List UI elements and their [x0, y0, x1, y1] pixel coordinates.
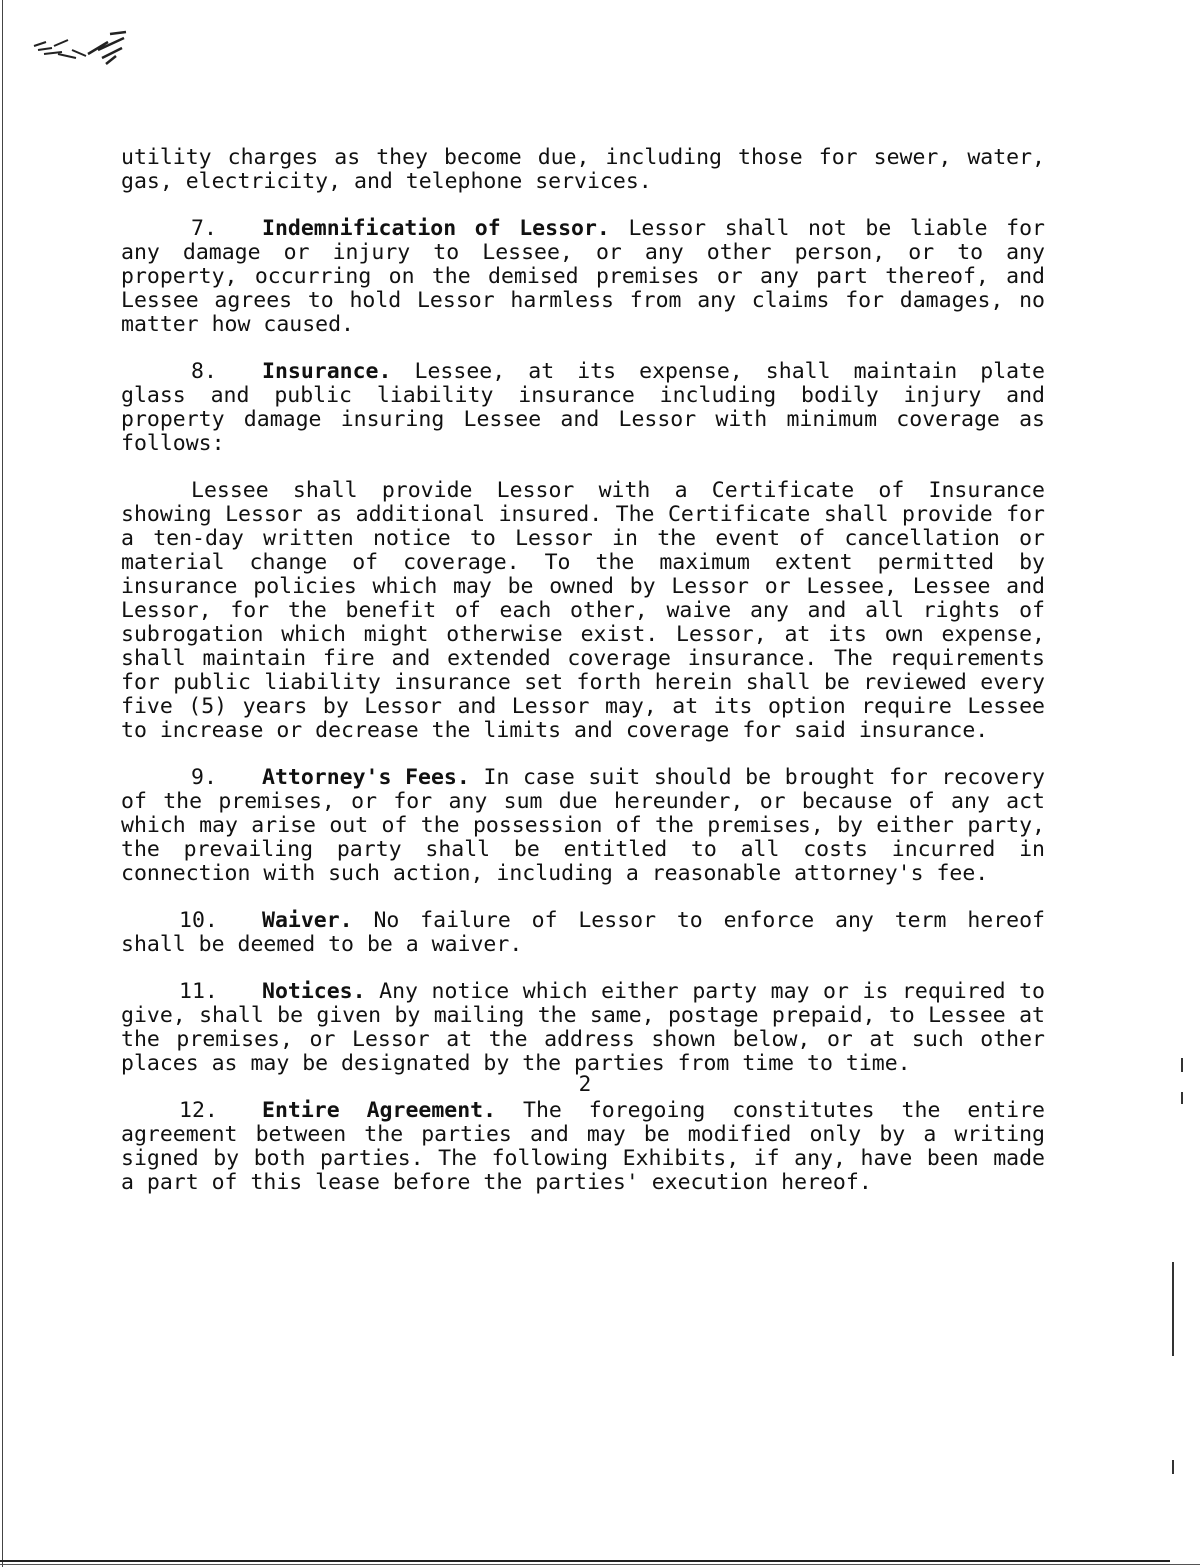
- section-7: [121, 217, 1045, 337]
- section-9: [121, 766, 1045, 886]
- paragraph-continuation: [121, 146, 1045, 194]
- section-text: The foregoing constitutes the entire agreement between the parties and may be modified only by a writing signed by both parties. The following Exhibits, if any, have been made a part of this lease before the parties' execution hereof.: [121, 1098, 1045, 1195]
- paragraph-text: utility charges as they become due, including those for sewer, water, gas, electricity, and telephone services.: [121, 145, 1045, 194]
- section-text: In case suit should be brought for recovery of the premises, or for any sum due hereunder, or because of any act which may arise out of the possession of the premises, by either party, the prevailing party shall be entitled to all costs incurred in connection with such action, including a reasonable attorney's fee.: [121, 765, 1045, 886]
- section-heading: Indemnification of Lessor.: [262, 216, 610, 241]
- section-heading: Entire Agreement.: [262, 1098, 497, 1123]
- margin-mark: [1172, 1460, 1174, 1474]
- section-text: Lessee, at its expense, shall maintain plate glass and public liability insurance including bodily injury and property damage insuring Lessee and Lessor with minimum coverage as follows:: [121, 359, 1045, 456]
- section-text: Any notice which either party may or is required to give, shall be given by mailing the same, postage prepaid, to Lessee at the premises, or Lessor at the address shown below, or at such other places as may be designated by the parties from time to time.: [121, 979, 1045, 1076]
- section-heading: Waiver.: [262, 908, 353, 933]
- page-number: 2: [578, 1072, 592, 1096]
- section-11: [121, 980, 1045, 1076]
- scan-edge-left: [2, 0, 3, 1567]
- section-8: [121, 360, 1045, 456]
- scan-artifact-mark: [28, 28, 138, 68]
- subparagraph-text: Lessee shall provide Lessor with a Certificate of Insurance showing Lessor as additional insured. The Certificate shall provide for a ten-day written notice to Lessor in the event of cancellation or material change of coverage. To the maximum extent permitted by insurance policies which may be owned by Lessor or Lessee, Lessee and Lessor, for the benefit of each other, waive any and all rights of subrogation which might otherwise exist. Lessor, at its own expense, shall maintain fire and extended coverage insurance. The requirements for public liability insurance set forth herein shall be reviewed every five (5) years by Lessor and Lessor may, at its option require Lessee to increase or decrease the limits and coverage for said insurance.: [121, 478, 1045, 743]
- section-number: 11.: [179, 979, 218, 1004]
- section-number: 12.: [179, 1098, 218, 1123]
- margin-mark: [1181, 1092, 1183, 1104]
- section-number: 8.: [191, 359, 217, 384]
- section-heading: Attorney's Fees.: [262, 765, 470, 790]
- section-heading: Notices.: [262, 979, 366, 1004]
- section-number: 9.: [191, 765, 217, 790]
- section-number: 7.: [191, 216, 217, 241]
- document-body: [121, 146, 1045, 1218]
- margin-mark: [1172, 1262, 1174, 1356]
- section-10: [121, 909, 1045, 957]
- section-text: No failure of Lessor to enforce any term hereof shall be deemed to be a waiver.: [121, 908, 1045, 957]
- section-heading: Insurance.: [262, 359, 392, 384]
- section-text: Lessor shall not be liable for any damage or injury to Lessee, or any other person, or to any property, occurring on the demised premises or any part thereof, and Lessee agrees to hold Lessor harmless from any claims for damages, no matter how caused.: [121, 216, 1045, 337]
- section-8-subparagraph: [121, 479, 1045, 743]
- scan-edge-bottom-line: [0, 1564, 1200, 1565]
- margin-mark: [1181, 1058, 1183, 1072]
- scan-edge-bottom: [0, 1560, 1170, 1562]
- section-number: 10.: [179, 908, 218, 933]
- section-12: [121, 1099, 1045, 1195]
